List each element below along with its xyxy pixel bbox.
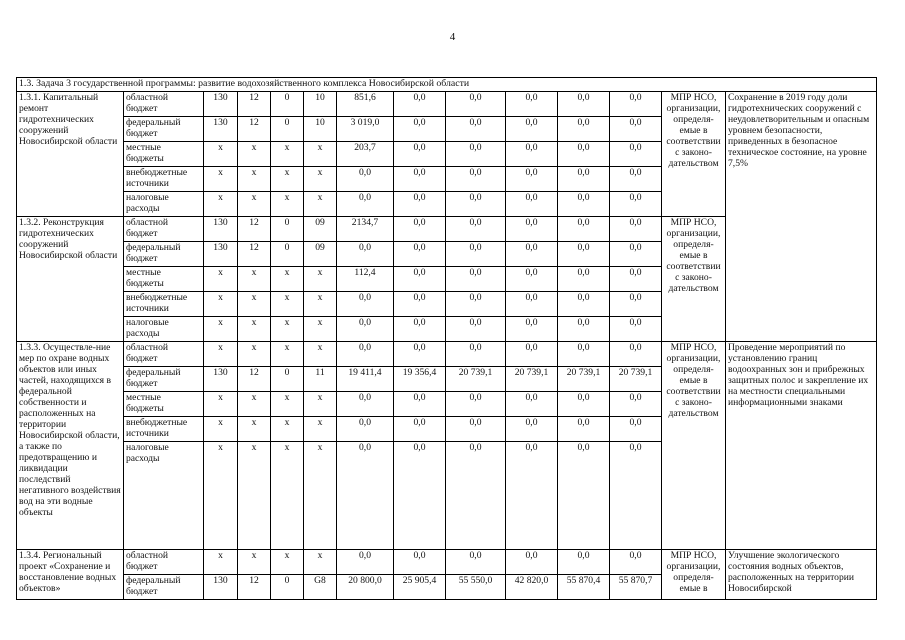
amount-cell: 0,0 xyxy=(446,442,506,550)
code-cell: x xyxy=(204,267,238,292)
funding-source: федеральный бюджет xyxy=(124,117,204,142)
code-cell: x xyxy=(304,167,337,192)
funding-source: областной бюджет xyxy=(124,92,204,117)
amount-cell: 0,0 xyxy=(610,442,662,550)
code-cell: 12 xyxy=(238,575,271,600)
amount-cell: 20 739,1 xyxy=(558,367,610,392)
amount-cell: 0,0 xyxy=(394,442,446,550)
amount-cell: 0,0 xyxy=(610,217,662,242)
amount-cell: 0,0 xyxy=(394,242,446,267)
page-number: 4 xyxy=(449,31,456,43)
code-cell: 11 xyxy=(304,367,337,392)
code-cell: x xyxy=(271,550,304,575)
code-cell: 0 xyxy=(271,92,304,117)
activity-name: 1.3.1. Капитальный ремонт гидротехнических сооружений Новосибирской области xyxy=(17,92,124,217)
amount-cell: 25 905,4 xyxy=(394,575,446,600)
amount-cell: 19 411,4 xyxy=(337,367,394,392)
amount-cell: 0,0 xyxy=(610,167,662,192)
code-cell: x xyxy=(271,167,304,192)
funding-source: областной бюджет xyxy=(124,342,204,367)
executor: МПР НСО, организации, определя-емые в соответствии с законо-дательством xyxy=(662,342,726,550)
amount-cell: 0,0 xyxy=(394,550,446,575)
amount-cell: 0,0 xyxy=(446,550,506,575)
amount-cell: 0,0 xyxy=(394,92,446,117)
funding-source: налоговые расходы xyxy=(124,442,204,550)
code-cell: 0 xyxy=(271,217,304,242)
code-cell: x xyxy=(271,317,304,342)
funding-source: внебюджетные источники xyxy=(124,417,204,442)
code-cell: x xyxy=(304,317,337,342)
amount-cell: 20 739,1 xyxy=(506,367,558,392)
code-cell: x xyxy=(204,417,238,442)
code-cell: 09 xyxy=(304,217,337,242)
amount-cell: 0,0 xyxy=(394,217,446,242)
amount-cell: 2134,7 xyxy=(337,217,394,242)
code-cell: x xyxy=(238,167,271,192)
code-cell: 09 xyxy=(304,242,337,267)
amount-cell: 0,0 xyxy=(337,192,394,217)
amount-cell: 0,0 xyxy=(506,550,558,575)
code-cell: x xyxy=(271,192,304,217)
amount-cell: 0,0 xyxy=(394,292,446,317)
amount-cell: 0,0 xyxy=(506,292,558,317)
amount-cell: 0,0 xyxy=(337,167,394,192)
amount-cell: 0,0 xyxy=(558,550,610,575)
code-cell: x xyxy=(238,392,271,417)
amount-cell: 0,0 xyxy=(446,267,506,292)
code-cell: x xyxy=(304,550,337,575)
code-cell: 12 xyxy=(238,92,271,117)
code-cell: x xyxy=(238,267,271,292)
code-cell: G8 xyxy=(304,575,337,600)
funding-source: федеральный бюджет xyxy=(124,367,204,392)
code-cell: x xyxy=(304,417,337,442)
amount-cell: 0,0 xyxy=(558,192,610,217)
amount-cell: 0,0 xyxy=(558,342,610,367)
amount-cell: 0,0 xyxy=(558,242,610,267)
amount-cell: 0,0 xyxy=(610,192,662,217)
amount-cell: 112,4 xyxy=(337,267,394,292)
amount-cell: 0,0 xyxy=(446,142,506,167)
amount-cell: 0,0 xyxy=(446,342,506,367)
amount-cell: 203,7 xyxy=(337,142,394,167)
amount-cell: 0,0 xyxy=(337,342,394,367)
amount-cell: 0,0 xyxy=(610,242,662,267)
funding-source: внебюджетные источники xyxy=(124,167,204,192)
funding-source: налоговые расходы xyxy=(124,192,204,217)
amount-cell: 0,0 xyxy=(337,292,394,317)
amount-cell: 851,6 xyxy=(337,92,394,117)
funding-source: областной бюджет xyxy=(124,550,204,575)
code-cell: x xyxy=(271,417,304,442)
code-cell: 12 xyxy=(238,367,271,392)
amount-cell: 0,0 xyxy=(506,442,558,550)
amount-cell: 20 739,1 xyxy=(610,367,662,392)
amount-cell: 0,0 xyxy=(506,392,558,417)
code-cell: x xyxy=(238,442,271,550)
code-cell: x xyxy=(238,142,271,167)
amount-cell: 55 870,7 xyxy=(610,575,662,600)
amount-cell: 0,0 xyxy=(506,192,558,217)
task-header-row xyxy=(17,78,877,92)
code-cell: x xyxy=(304,192,337,217)
amount-cell: 0,0 xyxy=(337,392,394,417)
funding-source: федеральный бюджет xyxy=(124,575,204,600)
funding-source: федеральный бюджет xyxy=(124,242,204,267)
code-cell: x xyxy=(304,392,337,417)
amount-cell: 0,0 xyxy=(506,217,558,242)
code-cell: x xyxy=(271,267,304,292)
amount-cell: 20 739,1 xyxy=(446,367,506,392)
table-row xyxy=(17,92,877,117)
code-cell: 130 xyxy=(204,575,238,600)
program-table xyxy=(16,77,877,600)
amount-cell: 0,0 xyxy=(610,142,662,167)
code-cell: x xyxy=(271,342,304,367)
amount-cell: 0,0 xyxy=(610,117,662,142)
amount-cell: 0,0 xyxy=(610,550,662,575)
code-cell: 10 xyxy=(304,117,337,142)
amount-cell: 0,0 xyxy=(506,317,558,342)
expected-result: Улучшение экологического состояния водных объектов, расположенных на территории Новосибирской xyxy=(726,550,877,600)
amount-cell: 0,0 xyxy=(394,142,446,167)
amount-cell: 0,0 xyxy=(446,92,506,117)
amount-cell: 0,0 xyxy=(446,317,506,342)
amount-cell: 0,0 xyxy=(506,142,558,167)
task-header: 1.3. Задача 3 государственной программы: развитие водохозяйственного комплекса Новосибирской области xyxy=(17,78,877,92)
code-cell: 130 xyxy=(204,242,238,267)
amount-cell: 0,0 xyxy=(446,167,506,192)
amount-cell: 0,0 xyxy=(558,417,610,442)
amount-cell: 0,0 xyxy=(446,242,506,267)
amount-cell: 0,0 xyxy=(558,117,610,142)
funding-source: областной бюджет xyxy=(124,217,204,242)
amount-cell: 0,0 xyxy=(558,392,610,417)
amount-cell: 0,0 xyxy=(337,442,394,550)
code-cell: x xyxy=(238,317,271,342)
amount-cell: 0,0 xyxy=(337,550,394,575)
funding-source: местные бюджеты xyxy=(124,392,204,417)
activity-name: 1.3.4. Региональный проект «Сохранение и восстановление водных объектов» xyxy=(17,550,124,600)
amount-cell: 0,0 xyxy=(558,317,610,342)
amount-cell: 0,0 xyxy=(337,242,394,267)
code-cell: x xyxy=(238,192,271,217)
funding-source: налоговые расходы xyxy=(124,317,204,342)
code-cell: x xyxy=(304,342,337,367)
amount-cell: 0,0 xyxy=(394,317,446,342)
amount-cell: 55 550,0 xyxy=(446,575,506,600)
amount-cell: 19 356,4 xyxy=(394,367,446,392)
amount-cell: 0,0 xyxy=(394,392,446,417)
amount-cell: 0,0 xyxy=(506,92,558,117)
amount-cell: 0,0 xyxy=(610,342,662,367)
amount-cell: 0,0 xyxy=(337,417,394,442)
code-cell: x xyxy=(271,142,304,167)
code-cell: x xyxy=(204,342,238,367)
activity-name: 1.3.2. Реконструкция гидротехнических сооружений Новосибирской области xyxy=(17,217,124,342)
expected-result: Сохранение в 2019 году доли гидротехнических сооружений с неудовлетворительным и опасным уровнем безопасности, приведенных в безопасное техническое состояние, на уровне 7,5% xyxy=(726,92,877,342)
code-cell: x xyxy=(204,167,238,192)
code-cell: 12 xyxy=(238,217,271,242)
code-cell: x xyxy=(304,142,337,167)
code-cell: x xyxy=(238,292,271,317)
amount-cell: 0,0 xyxy=(446,217,506,242)
expected-result: Проведение мероприятий по установлению границ водоохранных зон и прибрежных защитных полос и закрепление их на местности специальными информационными знаками xyxy=(726,342,877,550)
funding-source: местные бюджеты xyxy=(124,142,204,167)
code-cell: 130 xyxy=(204,117,238,142)
amount-cell: 0,0 xyxy=(506,242,558,267)
code-cell: x xyxy=(304,442,337,550)
amount-cell: 0,0 xyxy=(394,417,446,442)
amount-cell: 0,0 xyxy=(610,267,662,292)
code-cell: x xyxy=(304,267,337,292)
code-cell: 12 xyxy=(238,117,271,142)
code-cell: x xyxy=(204,317,238,342)
code-cell: x xyxy=(204,292,238,317)
table-row xyxy=(17,342,877,367)
code-cell: x xyxy=(238,417,271,442)
code-cell: x xyxy=(204,392,238,417)
amount-cell: 0,0 xyxy=(394,117,446,142)
amount-cell: 0,0 xyxy=(610,392,662,417)
executor: МПР НСО, организации, определя-емые в соответствии с законо-дательством xyxy=(662,217,726,342)
amount-cell: 0,0 xyxy=(506,167,558,192)
code-cell: 0 xyxy=(271,575,304,600)
amount-cell: 0,0 xyxy=(394,342,446,367)
code-cell: 0 xyxy=(271,242,304,267)
executor: МПР НСО, организации, определя-емые в xyxy=(662,550,726,600)
amount-cell: 0,0 xyxy=(506,267,558,292)
amount-cell: 0,0 xyxy=(446,117,506,142)
amount-cell: 55 870,4 xyxy=(558,575,610,600)
amount-cell: 3 019,0 xyxy=(337,117,394,142)
code-cell: x xyxy=(271,392,304,417)
code-cell: x xyxy=(204,550,238,575)
executor: МПР НСО, организации, определя-емые в соответствии с законо-дательством xyxy=(662,92,726,217)
amount-cell: 0,0 xyxy=(394,192,446,217)
amount-cell: 42 820,0 xyxy=(506,575,558,600)
amount-cell: 0,0 xyxy=(558,92,610,117)
amount-cell: 0,0 xyxy=(558,442,610,550)
amount-cell: 0,0 xyxy=(446,292,506,317)
code-cell: x xyxy=(204,442,238,550)
amount-cell: 20 800,0 xyxy=(337,575,394,600)
code-cell: x xyxy=(204,142,238,167)
amount-cell: 0,0 xyxy=(610,417,662,442)
code-cell: 0 xyxy=(271,117,304,142)
code-cell: x xyxy=(238,342,271,367)
table-row xyxy=(17,550,877,575)
funding-source: местные бюджеты xyxy=(124,267,204,292)
code-cell: 130 xyxy=(204,217,238,242)
amount-cell: 0,0 xyxy=(506,342,558,367)
amount-cell: 0,0 xyxy=(610,92,662,117)
activity-name: 1.3.3. Осуществле-ние мер по охране водных объектов или иных частей, находящихся в федеральной собственности и расположенных на территории Новосибирской области, а также по предотвращению и ликвидации последствий негативного воздействия вод на эти водные объекты xyxy=(17,342,124,550)
code-cell: x xyxy=(238,550,271,575)
amount-cell: 0,0 xyxy=(394,267,446,292)
amount-cell: 0,0 xyxy=(610,292,662,317)
code-cell: 130 xyxy=(204,92,238,117)
amount-cell: 0,0 xyxy=(446,417,506,442)
code-cell: 130 xyxy=(204,367,238,392)
amount-cell: 0,0 xyxy=(446,192,506,217)
amount-cell: 0,0 xyxy=(446,392,506,417)
amount-cell: 0,0 xyxy=(506,117,558,142)
code-cell: 0 xyxy=(271,367,304,392)
amount-cell: 0,0 xyxy=(558,167,610,192)
amount-cell: 0,0 xyxy=(558,267,610,292)
code-cell: x xyxy=(304,292,337,317)
funding-source: внебюджетные источники xyxy=(124,292,204,317)
amount-cell: 0,0 xyxy=(337,317,394,342)
code-cell: x xyxy=(204,192,238,217)
amount-cell: 0,0 xyxy=(558,217,610,242)
code-cell: x xyxy=(271,292,304,317)
amount-cell: 0,0 xyxy=(558,142,610,167)
amount-cell: 0,0 xyxy=(394,167,446,192)
amount-cell: 0,0 xyxy=(506,417,558,442)
code-cell: 12 xyxy=(238,242,271,267)
amount-cell: 0,0 xyxy=(610,317,662,342)
code-cell: 10 xyxy=(304,92,337,117)
amount-cell: 0,0 xyxy=(558,292,610,317)
code-cell: x xyxy=(271,442,304,550)
